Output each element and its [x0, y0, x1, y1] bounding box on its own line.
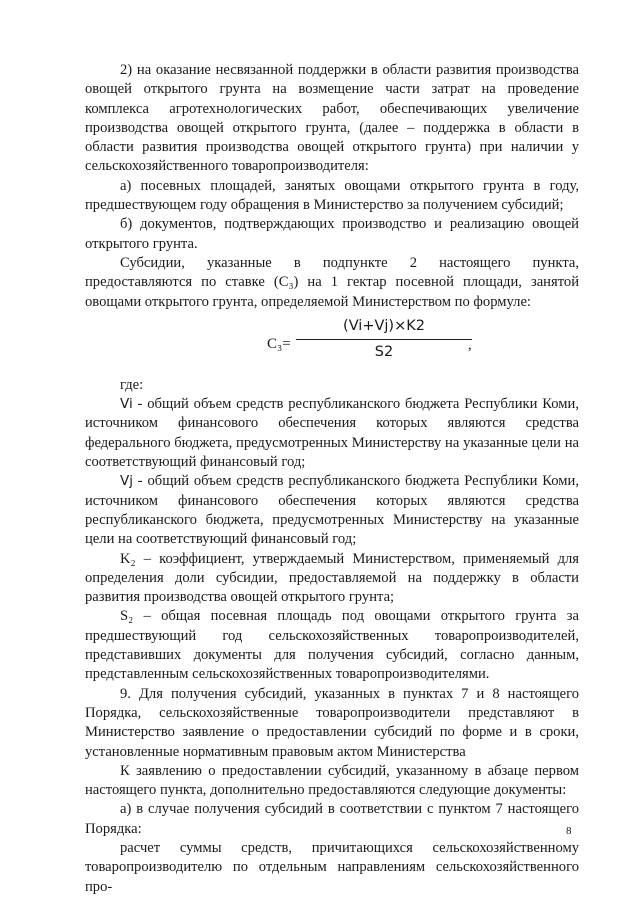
paragraph-case-a: а) в случае получения субсидий в соответствии с пунктом 7 настоящего Порядка: [85, 801, 579, 837]
document-body [85, 61, 579, 897]
rate-formula [85, 316, 579, 374]
paragraph-item-a: а) посевных площадей, занятых овощами открытого грунта в году, предшествующем году обращения в Министерство за получением субсидий; [85, 177, 579, 214]
formula-lhs: С₃= [267, 335, 291, 352]
definition-s2: S₂ – общая посевная площадь под овощами открытого грунта за предшествующий год сельскохозяйственных товаропроизводителей, представивших документы для получения субсидий, согласно данным, представленным сельскохозяйственных товаропроизводителями. [85, 608, 579, 683]
paragraph-item-b: б) документов, подтверждающих производство и реализацию овощей открытого грунта. [85, 216, 579, 252]
formula-comma: , [468, 336, 472, 353]
paragraph-9: 9. Для получения субсидий, указанных в пунктах 7 и 8 настоящего Порядка, сельскохозяйственные товаропроизводители представляют в Министерство заявление о предоставлении субсидий по форме и в сроки, установленные нормативным правовым актом Министерства [85, 685, 579, 760]
paragraph-subsidy-rate: Субсидии, указанные в подпункте 2 настоящего пункта, предоставляются по ставке (С₃) на 1 гектар посевной площади, занятой овощами открытого грунта, определяемой Министерством по формуле: [85, 254, 579, 310]
definition-vj [85, 472, 579, 549]
definition-vi [85, 395, 579, 472]
symbol-vi: Vi [120, 396, 133, 413]
formula-denominator: S2 [374, 344, 394, 361]
paragraph-support-vegetables: 2) на оказание несвязанной поддержки в области развития производства овощей открытого грунта на возмещение части затрат на проведение комплекса агротехнологических работ, обеспечивающих увеличение производства овощей открытого грунта, (далее – поддержка в области в области развития производства овощей открытого грунта) при наличии у сельскохозяйственного товаропроизводителя: [85, 62, 579, 175]
symbol-vj: Vj [120, 473, 133, 490]
paragraph-documents: К заявлению о предоставлении субсидий, указанному в абзаце первом настоящего пункта, дополнительно предоставляются следующие документы: [85, 762, 579, 799]
formula-fraction [296, 317, 472, 363]
formula-numerator: (Vi+Vj)×K2 [343, 317, 425, 334]
definition-vi-text: - общий объем средств республиканского бюджета Республики Коми, источником финансового обеспечения которых являются средства федерального бюджета, предусмотренных Министерству на указанные цели на соответствующий финансовый год; [85, 396, 579, 471]
definition-k2: K₂ – коэффициент, утверждаемый Министерством, применяемый для определения доли субсидии, предоставляемой на поддержку в области развития производства овощей открытого грунта; [85, 550, 579, 606]
where-label: где: [120, 376, 144, 393]
paragraph-calculation: расчет суммы средств, причитающихся сельскохозяйственному товаропроизводителю по отдельным направлениям сельскохозяйственного про- [85, 839, 579, 895]
page-number: 8 [566, 825, 572, 837]
definition-vj-text: - общий объем средств республиканского бюджета Республики Коми, источником финансового обеспечения которых являются средства республиканского бюджета, предусмотренных Министерству на указанные цели на соответствующий финансовый год; [85, 473, 579, 548]
